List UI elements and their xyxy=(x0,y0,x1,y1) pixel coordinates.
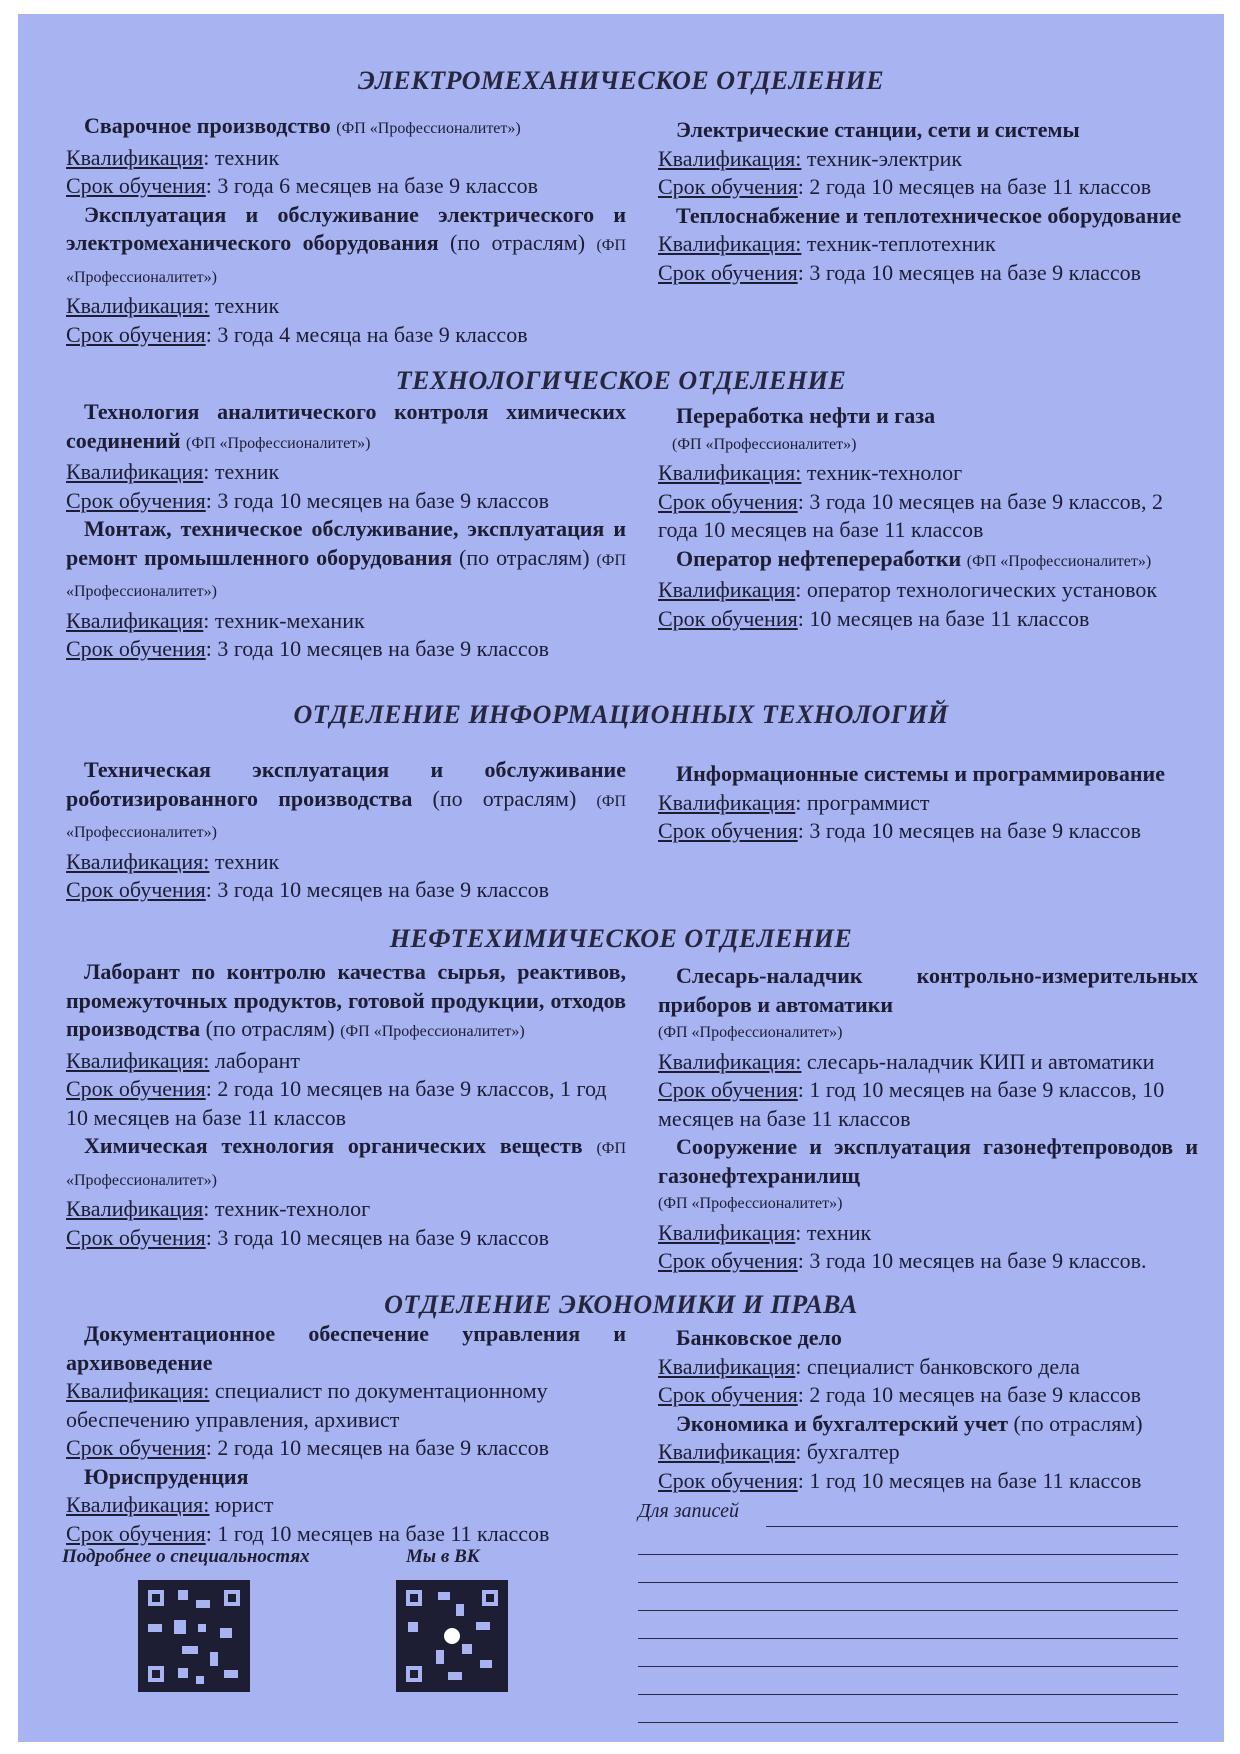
program-name: Химическая технология органических веществ xyxy=(84,1133,583,1158)
program-name: Сооружение и эксплуатация газонефтепроводов и газонефтехранилищ xyxy=(658,1134,1198,1188)
qr-code-vk[interactable] xyxy=(396,1580,508,1692)
fp-label: (ФП «Профессионалитет») xyxy=(658,1024,843,1041)
program-entry xyxy=(66,201,626,350)
qualification-label: Квалификация: xyxy=(66,848,210,874)
program-entry xyxy=(66,1320,626,1463)
qr-module xyxy=(462,1644,472,1654)
notes-line[interactable] xyxy=(638,1666,1178,1667)
fp-label: (ФП «Профессионалитет») xyxy=(340,1023,525,1040)
program-name: Оператор нефтепереработки xyxy=(676,545,962,571)
term-label: Срок обучения xyxy=(66,1076,206,1101)
notes-line[interactable] xyxy=(638,1582,1178,1583)
term-value: : 2 года 10 месяцев на базе 9 классов xyxy=(797,1382,1141,1407)
qualification-value: : программист xyxy=(795,789,930,815)
section-right-column xyxy=(658,760,1198,846)
section-right-column xyxy=(658,116,1198,287)
qr-module xyxy=(220,1628,232,1638)
term-label: Срок обучения xyxy=(658,605,798,631)
vk-caption: Мы в ВК xyxy=(406,1546,480,1567)
section-left-column xyxy=(66,398,626,664)
program-entry xyxy=(66,515,626,664)
qualification-label: Квалификация xyxy=(66,459,204,484)
qualification-value: слесарь-наладчик КИП и автоматики xyxy=(801,1048,1155,1074)
term-label: Срок обучения xyxy=(658,1248,798,1273)
program-name: Информационные системы и программирование xyxy=(676,761,1165,786)
program-entry xyxy=(658,402,1198,545)
section-right-column xyxy=(658,402,1198,633)
qr-finder xyxy=(220,1586,244,1610)
term-value: : 1 год 10 месяцев на базе 9 классов, 10 месяцев на базе 11 классов xyxy=(658,1077,1165,1131)
qualification-value: специалист по документационному обеспечению управления, архивист xyxy=(66,1378,548,1432)
qr-module xyxy=(174,1620,186,1634)
notes-line[interactable] xyxy=(638,1554,1178,1555)
program-name: Сварочное производство xyxy=(84,113,331,138)
qr-module xyxy=(456,1604,464,1616)
qr-finder xyxy=(402,1586,426,1610)
term-label: Срок обучения xyxy=(66,1435,206,1460)
qualification-value: : техник xyxy=(795,1219,872,1245)
fp-label: (ФП «Профессионалитет») xyxy=(672,435,857,453)
fp-label: (ФП «Профессионалитет») xyxy=(966,552,1152,570)
section-right-column xyxy=(658,1324,1198,1495)
term-label: Срок обучения xyxy=(66,487,206,513)
notes-line[interactable] xyxy=(638,1722,1178,1723)
qualification-label: Квалификация: xyxy=(66,1378,210,1403)
program-name: Технология аналитического контроля химических соединений xyxy=(66,399,626,453)
qr-code-specialties[interactable] xyxy=(138,1580,250,1692)
term-value: : 3 года 10 месяцев на базе 9 классов xyxy=(797,259,1141,285)
program-entry xyxy=(66,1463,626,1549)
program-entry xyxy=(658,202,1198,288)
qualification-value: : оператор технологических установок xyxy=(795,577,1158,602)
program-name: Слесарь-наладчик контрольно-измерительных приборов и автоматики xyxy=(658,963,1198,1017)
qualification-label: Квалификация: xyxy=(66,293,210,318)
qr-module xyxy=(210,1652,218,1666)
program-entry xyxy=(658,116,1198,202)
fp-label: (ФП «Профессионалитет») xyxy=(336,120,521,137)
qualification-value: : техник-технолог xyxy=(203,1196,371,1221)
term-label: Срок обучения xyxy=(66,1520,206,1546)
qualification-value: техник-технолог xyxy=(801,460,963,485)
term-value: : 3 года 10 месяцев на базе 9 классов xyxy=(205,1224,549,1250)
term-value: : 1 год 10 месяцев на базе 11 классов xyxy=(797,1467,1142,1493)
term-value: : 3 года 10 месяцев на базе 9 классов xyxy=(205,487,549,513)
qualification-value: техник xyxy=(209,293,280,318)
term-value: : 3 года 4 месяца на базе 9 классов xyxy=(205,321,528,347)
notes-label: Для записей xyxy=(638,1500,740,1522)
program-name: Переработка нефти и газа xyxy=(676,403,936,428)
term-label: Срок обучения xyxy=(66,636,206,661)
program-entry xyxy=(66,1132,626,1252)
term-label: Срок обучения xyxy=(658,488,798,514)
notes-line[interactable] xyxy=(638,1694,1178,1695)
qualification-value: юрист xyxy=(209,1492,274,1517)
qualification-label: Квалификация xyxy=(658,577,796,602)
program-entry xyxy=(658,1324,1198,1410)
program-entry xyxy=(658,760,1198,846)
qr-module xyxy=(476,1622,490,1630)
qualification-label: Квалификация: xyxy=(658,460,802,485)
program-entry xyxy=(658,962,1198,1133)
term-value: : 3 года 10 месяцев на базе 9 классов. xyxy=(797,1248,1147,1273)
program-name: Документационное обеспечение управления и архивоведение xyxy=(66,1321,626,1375)
qualification-label: Квалификация: xyxy=(658,1048,802,1074)
program-entry xyxy=(66,112,626,201)
program-name: Экономика и бухгалтерский учет xyxy=(676,1410,1009,1436)
section-left-column xyxy=(66,756,626,905)
section-title: ОТДЕЛЕНИЕ ИНФОРМАЦИОННЫХ ТЕХНОЛОГИЙ xyxy=(293,700,949,729)
qr-module xyxy=(224,1670,238,1678)
qr-module xyxy=(438,1592,450,1600)
term-value: : 2 года 10 месяцев на базе 9 классов xyxy=(205,1435,549,1460)
qualification-value: техник-теплотехник xyxy=(801,231,996,256)
term-value: : 1 год 10 месяцев на базе 11 классов xyxy=(205,1520,550,1546)
term-label: Срок обучения xyxy=(66,173,206,198)
section-title: ЭЛЕКТРОМЕХАНИЧЕСКОЕ ОТДЕЛЕНИЕ xyxy=(357,66,885,95)
program-name: Лаборант по контролю качества сырья, реактивов, промежуточных продуктов, готовой продукции, отходов производства xyxy=(66,959,626,1041)
notes-line[interactable] xyxy=(638,1610,1178,1611)
qualification-label: Квалификация: xyxy=(658,231,802,256)
program-entry xyxy=(658,1410,1198,1496)
program-name: Банковское дело xyxy=(676,1325,842,1350)
qualification-value: : техник-механик xyxy=(203,607,365,633)
notes-line[interactable] xyxy=(638,1638,1178,1639)
qualification-label: Квалификация xyxy=(66,1196,204,1221)
term-label: Срок обучения xyxy=(658,1077,798,1102)
qr-module xyxy=(178,1590,188,1600)
qr-finder xyxy=(402,1662,426,1686)
program-name: Юриспруденция xyxy=(84,1463,249,1489)
program-suffix: (по отраслям) xyxy=(438,230,586,255)
term-label: Срок обучения xyxy=(66,877,206,902)
term-label: Срок обучения xyxy=(658,174,798,199)
section-title: НЕФТЕХИМИЧЕСКОЕ ОТДЕЛЕНИЕ xyxy=(389,924,853,953)
term-label: Срок обучения xyxy=(658,259,798,285)
program-suffix: (по отраслям) xyxy=(1008,1410,1143,1436)
qr-module xyxy=(178,1668,188,1678)
section-left-column xyxy=(66,112,626,349)
term-label: Срок обучения xyxy=(66,321,206,347)
qualification-label: Квалификация: xyxy=(66,1047,210,1073)
fp-label: (ФП «Профессионалитет») xyxy=(66,551,626,600)
fp-label: (ФП «Профессионалитет») xyxy=(658,1195,843,1212)
fp-label: (ФП «Профессионалитет») xyxy=(186,434,371,452)
qr-module xyxy=(480,1660,492,1668)
fp-label: (ФП «Профессионалитет») xyxy=(66,237,626,286)
qualification-value: техник-электрик xyxy=(801,145,963,171)
section-right-column xyxy=(658,962,1198,1276)
qualification-value: техник xyxy=(209,848,280,874)
program-suffix: (по отраслям) xyxy=(200,1016,335,1041)
program-entry xyxy=(66,398,626,515)
program-entry xyxy=(658,1133,1198,1276)
fp-label: (ФП «Профессионалитет») xyxy=(66,792,627,841)
term-value: : 3 года 6 месяцев на базе 9 классов xyxy=(205,173,538,198)
qr-module xyxy=(436,1650,444,1664)
program-entry xyxy=(66,958,626,1132)
term-value: : 2 года 10 месяцев на базе 11 классов xyxy=(797,174,1152,199)
qualification-value: : техник xyxy=(203,459,280,484)
qualification-label: Квалификация xyxy=(66,607,204,633)
term-label: Срок обучения xyxy=(658,1382,798,1407)
qr-finder xyxy=(144,1662,168,1686)
qualification-value: : специалист банковского дела xyxy=(795,1353,1080,1379)
qualification-label: Квалификация: xyxy=(66,1492,210,1517)
program-name: Монтаж, техническое обслуживание, эксплуатация и ремонт промышленного оборудования xyxy=(66,516,626,570)
qr-module xyxy=(196,1600,210,1608)
brochure-page xyxy=(18,14,1224,1742)
qr-module xyxy=(198,1624,206,1632)
qualification-label: Квалификация xyxy=(658,1353,796,1379)
fp-label: (ФП «Профессионалитет») xyxy=(66,1140,626,1189)
qr-module xyxy=(148,1624,162,1632)
term-value: : 10 месяцев на базе 11 классов xyxy=(797,605,1090,631)
qualification-label: Квалификация xyxy=(658,1219,796,1245)
program-name: Теплоснабжение и теплотехническое оборудование xyxy=(676,202,1182,228)
section-title: ТЕХНОЛОГИЧЕСКОЕ ОТДЕЛЕНИЕ xyxy=(395,366,847,395)
term-value: : 3 года 10 месяцев на базе 9 классов, 2 года 10 месяцев на базе 11 классов xyxy=(658,488,1163,542)
section-title: ОТДЕЛЕНИЕ ЭКОНОМИКИ И ПРАВА xyxy=(384,1290,858,1319)
term-value: : 3 года 10 месяцев на базе 9 классов xyxy=(205,877,549,902)
term-label: Срок обучения xyxy=(66,1224,206,1250)
program-name: Эксплуатация и обслуживание электрического и электромеханического оборудования xyxy=(66,201,626,255)
qr-module xyxy=(408,1622,418,1632)
program-suffix: (по отраслям) xyxy=(452,544,590,570)
section-left-column xyxy=(66,1320,626,1548)
qualification-value: : бухгалтер xyxy=(795,1439,900,1464)
qr-finder xyxy=(478,1586,502,1610)
qualification-label: Квалификация xyxy=(658,789,796,815)
program-name: Техническая эксплуатация и обслуживание роботизированного производства xyxy=(66,757,626,811)
program-entry xyxy=(66,756,626,905)
term-label: Срок обучения xyxy=(658,818,798,843)
notes-line[interactable] xyxy=(766,1526,1178,1527)
qualification-value: лаборант xyxy=(209,1047,301,1073)
qualification-label: Квалификация: xyxy=(658,145,802,171)
qr-module xyxy=(182,1646,198,1654)
vk-logo-icon xyxy=(444,1628,460,1644)
qr-module xyxy=(196,1676,204,1684)
qualification-label: Квалификация xyxy=(658,1439,796,1464)
qr-module xyxy=(448,1672,462,1680)
more-info-caption: Подробнее о специальностях xyxy=(62,1546,310,1567)
program-suffix: (по отраслям) xyxy=(412,785,577,811)
qualification-label: Квалификация xyxy=(66,144,204,170)
term-value: : 2 года 10 месяцев на базе 9 классов, 1 год 10 месяцев на базе 11 классов xyxy=(66,1076,607,1130)
section-left-column xyxy=(66,958,626,1252)
program-name: Электрические станции, сети и системы xyxy=(676,117,1080,142)
program-entry xyxy=(658,545,1198,634)
qr-finder xyxy=(144,1586,168,1610)
term-value: : 3 года 10 месяцев на базе 9 классов xyxy=(205,636,549,661)
qualification-value: : техник xyxy=(203,144,280,170)
term-label: Срок обучения xyxy=(658,1467,798,1493)
term-value: : 3 года 10 месяцев на базе 9 классов xyxy=(797,818,1141,843)
